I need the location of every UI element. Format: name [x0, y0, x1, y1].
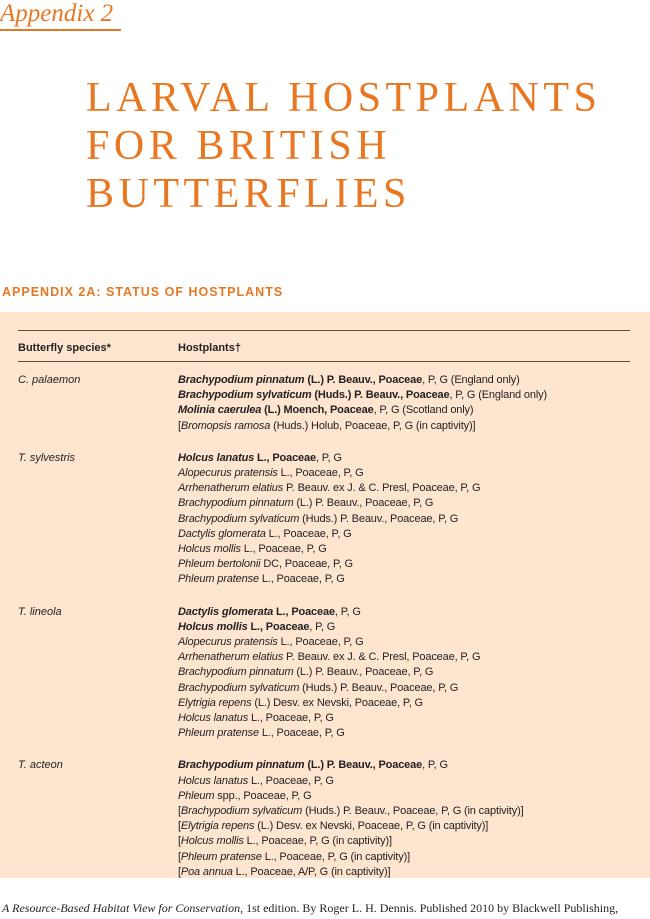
- hostplant-entry: [178, 696, 650, 711]
- hostplant-entry: [178, 635, 650, 650]
- hostplant-entry: [178, 681, 650, 696]
- hostplant-list: [178, 373, 650, 434]
- hostplant-binomial: Poa annua: [180, 865, 233, 878]
- hostplant-authority: L., Poaceae: [254, 451, 316, 464]
- hostplant-primary: [178, 388, 650, 403]
- hostplant-entry: [178, 496, 650, 511]
- hostplant-entry: [178, 650, 650, 665]
- table-row: [0, 605, 650, 742]
- hostplant-binomial: Brachypodium sylvaticum: [178, 512, 300, 525]
- hostplant-entry: [178, 557, 650, 572]
- hostplant-authority: L., Poaceae, P, G: [265, 527, 352, 540]
- appendix-label: Appendix 2: [0, 0, 114, 27]
- hostplant-status: , P, G: [422, 759, 448, 772]
- hostplant-binomial: Holcus lanatus: [178, 451, 255, 464]
- chapter-title-line-3: BUTTERFLIES: [86, 171, 411, 217]
- hostplant-authority: L., Poaceae, P, G (in captivity)]: [243, 835, 392, 848]
- hostplant-authority: (Huds.) P. Beauv., Poaceae: [311, 389, 450, 402]
- hostplant-authority: (L.) Moench, Poaceae: [261, 404, 374, 417]
- hostplant-status: , P, G: [334, 605, 361, 618]
- table-body: [0, 373, 650, 897]
- hostplant-binomial: Phleum bertolonii: [178, 558, 261, 571]
- hostplant-entry: [178, 542, 650, 557]
- hostplant-authority: spp., Poaceae, P, G: [214, 789, 312, 802]
- footer-book-title: A Resource-Based Habitat View for Conservation: [2, 901, 241, 915]
- hostplant-status: , P, G (Scotland only): [373, 404, 474, 417]
- hostplant-binomial: Dactylis glomerata: [178, 605, 274, 618]
- hostplant-entry: [178, 419, 650, 434]
- hostplant-authority: L., Poaceae, P, G: [258, 727, 345, 740]
- hostplant-prefix: [: [178, 835, 181, 848]
- hostplant-binomial: Phleum pratense: [180, 850, 262, 863]
- butterfly-species: T. sylvestris: [18, 451, 76, 464]
- hostplant-status: , P, G: [309, 620, 336, 633]
- butterfly-species: T. acteon: [18, 759, 63, 772]
- hostplant-prefix: [: [178, 820, 181, 833]
- hostplant-entry: [178, 466, 650, 481]
- hostplant-authority: L., Poaceae, P, G: [248, 712, 334, 725]
- appendix-underline: [0, 29, 121, 31]
- hostplant-status: , P, G (England only): [449, 389, 548, 402]
- hostplant-binomial: Brachypodium pinnatum: [178, 666, 294, 679]
- hostplant-binomial: Brachypodium pinnatum: [178, 374, 305, 386]
- hostplant-binomial: Brachypodium sylvaticum: [180, 805, 303, 818]
- hostplant-authority: (Huds.) P. Beauv., Poaceae, P, G: [299, 512, 459, 525]
- hostplant-authority: P. Beauv. ex J. & C. Presl, Poaceae, P, G: [283, 482, 481, 495]
- hostplant-table: [0, 312, 650, 878]
- hostplant-authority: L., Poaceae, P, G: [258, 573, 345, 586]
- hostplant-entry: [178, 789, 650, 804]
- hostplant-list: [178, 758, 650, 880]
- hostplant-primary: [178, 758, 650, 773]
- hostplant-entry: [178, 819, 650, 834]
- hostplant-binomial: Phleum pratense: [178, 727, 259, 740]
- hostplant-prefix: [: [178, 805, 181, 818]
- hostplant-authority: (L.) P. Beauv., Poaceae, P, G: [293, 497, 434, 510]
- hostplant-list: [178, 605, 650, 742]
- hostplant-authority: L., Poaceae, P, G: [248, 774, 334, 787]
- column-header-hostplants: Hostplants†: [178, 342, 241, 354]
- hostplant-binomial: Holcus mollis: [178, 543, 241, 556]
- hostplant-prefix: [: [178, 850, 181, 863]
- hostplant-authority: L., Poaceae, P, G: [277, 636, 364, 649]
- hostplant-primary: [178, 373, 650, 388]
- hostplant-authority: (L.) P. Beauv., Poaceae, P, G: [293, 666, 434, 679]
- hostplant-binomial: Alopecurus pratensis: [178, 636, 278, 649]
- hostplant-binomial: Brachypodium pinnatum: [178, 759, 305, 772]
- hostplant-list: [178, 451, 650, 588]
- hostplant-status: , P, G (England only): [422, 374, 520, 386]
- hostplant-entry: [178, 665, 650, 680]
- hostplant-binomial: Alopecurus pratensis: [178, 467, 278, 480]
- hostplant-binomial: Brachypodium sylvaticum: [178, 681, 300, 694]
- hostplant-authority: L., Poaceae: [247, 620, 310, 633]
- butterfly-species: T. lineola: [18, 605, 62, 618]
- hostplant-authority: (Huds.) P. Beauv., Poaceae, P, G (in captivity)]: [302, 805, 524, 818]
- hostplant-prefix: [: [178, 865, 181, 878]
- hostplant-entry: [178, 481, 650, 496]
- hostplant-status: , P, G: [315, 451, 342, 464]
- hostplant-primary: [178, 451, 650, 466]
- hostplant-binomial: Elytrigia repens: [180, 820, 255, 833]
- hostplant-binomial: Elytrigia repens: [178, 696, 252, 709]
- section-heading: APPENDIX 2A: STATUS OF HOSTPLANTS: [2, 285, 284, 299]
- hostplant-binomial: Brachypodium sylvaticum: [178, 389, 312, 402]
- hostplant-authority: L., Poaceae: [273, 605, 335, 618]
- footer-citation: , 1st edition. By Roger L. H. Dennis. Published 2010 by Blackwell Publishing,: [240, 901, 619, 915]
- hostplant-entry: [178, 865, 650, 880]
- column-header-species: Butterfly species*: [18, 342, 111, 354]
- hostplant-authority: (L.) P. Beauv., Poaceae: [304, 759, 423, 772]
- table-header-rule: [18, 361, 630, 362]
- hostplant-binomial: Holcus mollis: [178, 620, 248, 633]
- hostplant-binomial: Arrhenatherum elatius: [178, 651, 284, 664]
- hostplant-binomial: Brachypodium pinnatum: [178, 497, 294, 510]
- hostplant-authority: L., Poaceae, P, G: [240, 543, 327, 556]
- hostplant-primary: [178, 403, 650, 418]
- table-row: [0, 373, 650, 434]
- hostplant-authority: L., Poaceae, A/P, G (in captivity)]: [232, 865, 391, 878]
- hostplant-authority: (L.) Desv. ex Nevski, Poaceae, P, G: [251, 696, 423, 709]
- hostplant-entry: [178, 711, 650, 726]
- hostplant-authority: (L.) P. Beauv., Poaceae: [304, 374, 423, 386]
- hostplant-entry: [178, 527, 650, 542]
- hostplant-authority: L., Poaceae, P, G: [277, 467, 364, 480]
- hostplant-entry: [178, 850, 650, 865]
- hostplant-binomial: Holcus lanatus: [178, 774, 249, 787]
- hostplant-entry: [178, 572, 650, 587]
- hostplant-primary: [178, 605, 650, 620]
- hostplant-authority: (Huds.) Holub, Poaceae, P, G (in captivity)]: [270, 419, 476, 432]
- table-row: [0, 758, 650, 880]
- hostplant-entry: [178, 774, 650, 789]
- chapter-title: [86, 74, 646, 218]
- hostplant-entry: [178, 834, 650, 849]
- hostplant-binomial: Phleum pratense: [178, 573, 259, 586]
- butterfly-species: C. palaemon: [18, 374, 81, 386]
- hostplant-entry: [178, 804, 650, 819]
- hostplant-authority: (Huds.) P. Beauv., Poaceae, P, G: [299, 681, 459, 694]
- hostplant-binomial: Molinia caerulea: [178, 404, 262, 417]
- hostplant-binomial: Phleum: [178, 789, 215, 802]
- table-row: [0, 451, 650, 588]
- hostplant-authority: DC, Poaceae, P, G: [260, 558, 353, 571]
- hostplant-authority: (L.) Desv. ex Nevski, Poaceae, P, G (in captivity)]: [254, 820, 489, 833]
- chapter-title-line-1: LARVAL HOSTPLANTS: [86, 75, 602, 121]
- hostplant-primary: [178, 620, 650, 635]
- hostplant-authority: L., Poaceae, P, G (in captivity)]: [261, 850, 410, 863]
- hostplant-entry: [178, 512, 650, 527]
- table-top-rule: [18, 330, 630, 331]
- hostplant-authority: P. Beauv. ex J. & C. Presl, Poaceae, P, G: [283, 651, 481, 664]
- hostplant-binomial: Arrhenatherum elatius: [178, 482, 284, 495]
- hostplant-binomial: Holcus lanatus: [178, 712, 249, 725]
- hostplant-binomial: Bromopsis ramosa: [180, 419, 271, 432]
- page-footer: [2, 901, 618, 916]
- hostplant-binomial: Dactylis glomerata: [178, 527, 266, 540]
- hostplant-binomial: Holcus mollis: [180, 835, 244, 848]
- chapter-title-line-2: FOR BRITISH: [86, 123, 392, 169]
- hostplant-entry: [178, 726, 650, 741]
- hostplant-prefix: [: [178, 419, 181, 432]
